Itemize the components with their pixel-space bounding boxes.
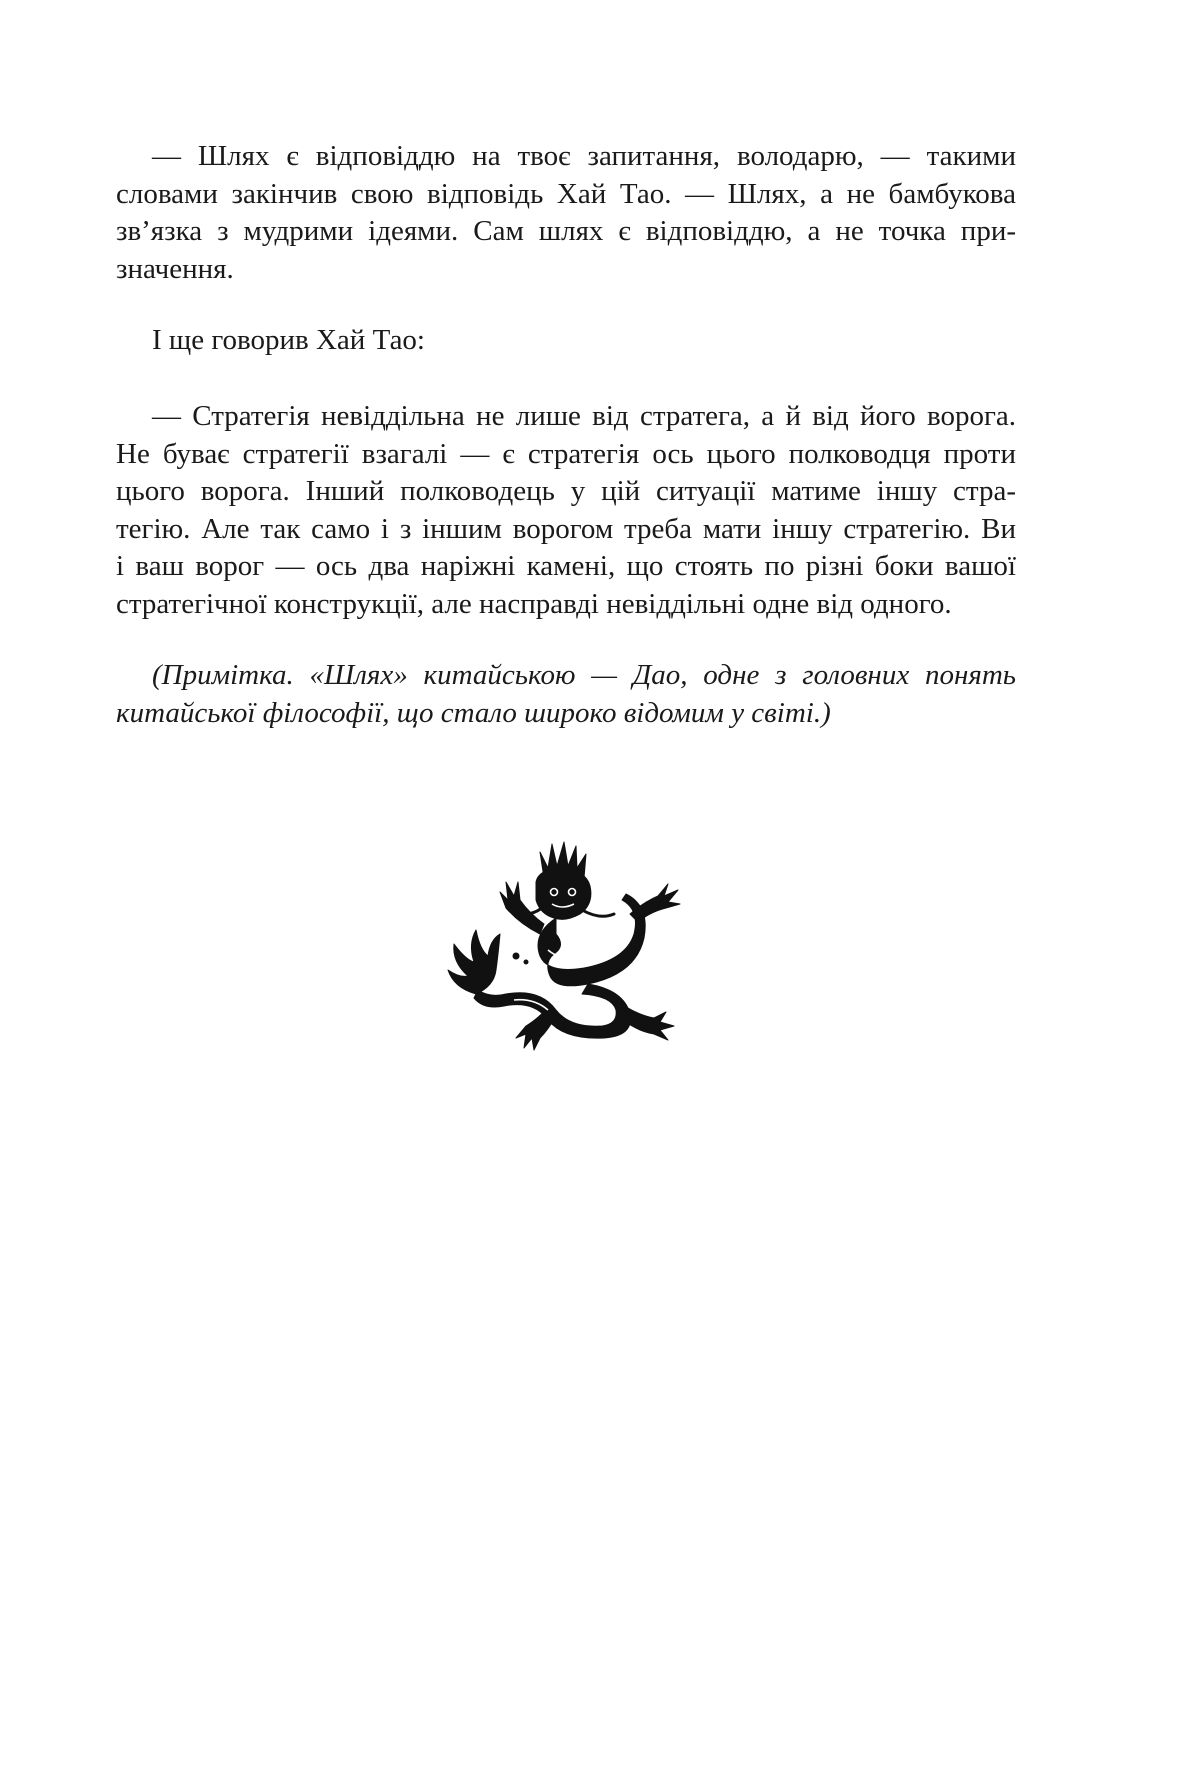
text-line: — Стратегія невіддільна не лише від стратега, а й від його ворога. <box>152 400 1016 432</box>
text-line: (Примітка. «Шлях» китайською — Дао, одне з головних понять <box>152 659 1016 691</box>
text-line: словами закінчив свою відповідь Хай Тао. — Шлях, а не бамбукова <box>116 177 1016 210</box>
text-line: і ваш ворог — ось два наріжні камені, що стоять по різні боки вашої <box>116 550 1016 582</box>
text-line: стратегічної конструкції, але насправді невіддільні одне від одного. <box>116 587 952 620</box>
text-line: — Шлях є відповіддю на твоє запитання, володарю, — такими <box>152 140 1016 172</box>
text-line: китайської філософії, що стало широко відомим у світі.) <box>116 696 831 729</box>
text-line: значення. <box>116 252 234 285</box>
text-line: І ще говорив Хай Тао: <box>152 324 425 356</box>
text-line: цього ворога. Інший полководець у цій ситуації матиме іншу стра- <box>116 475 1016 507</box>
paragraph-footnote <box>116 657 1016 732</box>
text-line: зв’язка з мудрими ідеями. Сам шлях є відповіддю, а не точка при- <box>116 215 1016 247</box>
text-line: тегію. Але так само і з іншим ворогом треба мати іншу стратегію. Ви <box>116 512 1016 545</box>
paragraph-dialogue-2 <box>116 398 1016 623</box>
paragraph-dialogue-1 <box>116 138 1016 288</box>
dragon-icon <box>444 838 694 1058</box>
text-line: Не буває стратегії взагалі — є стратегія ось цього полководця проти <box>116 437 1016 470</box>
paragraph-narration <box>116 322 1016 360</box>
